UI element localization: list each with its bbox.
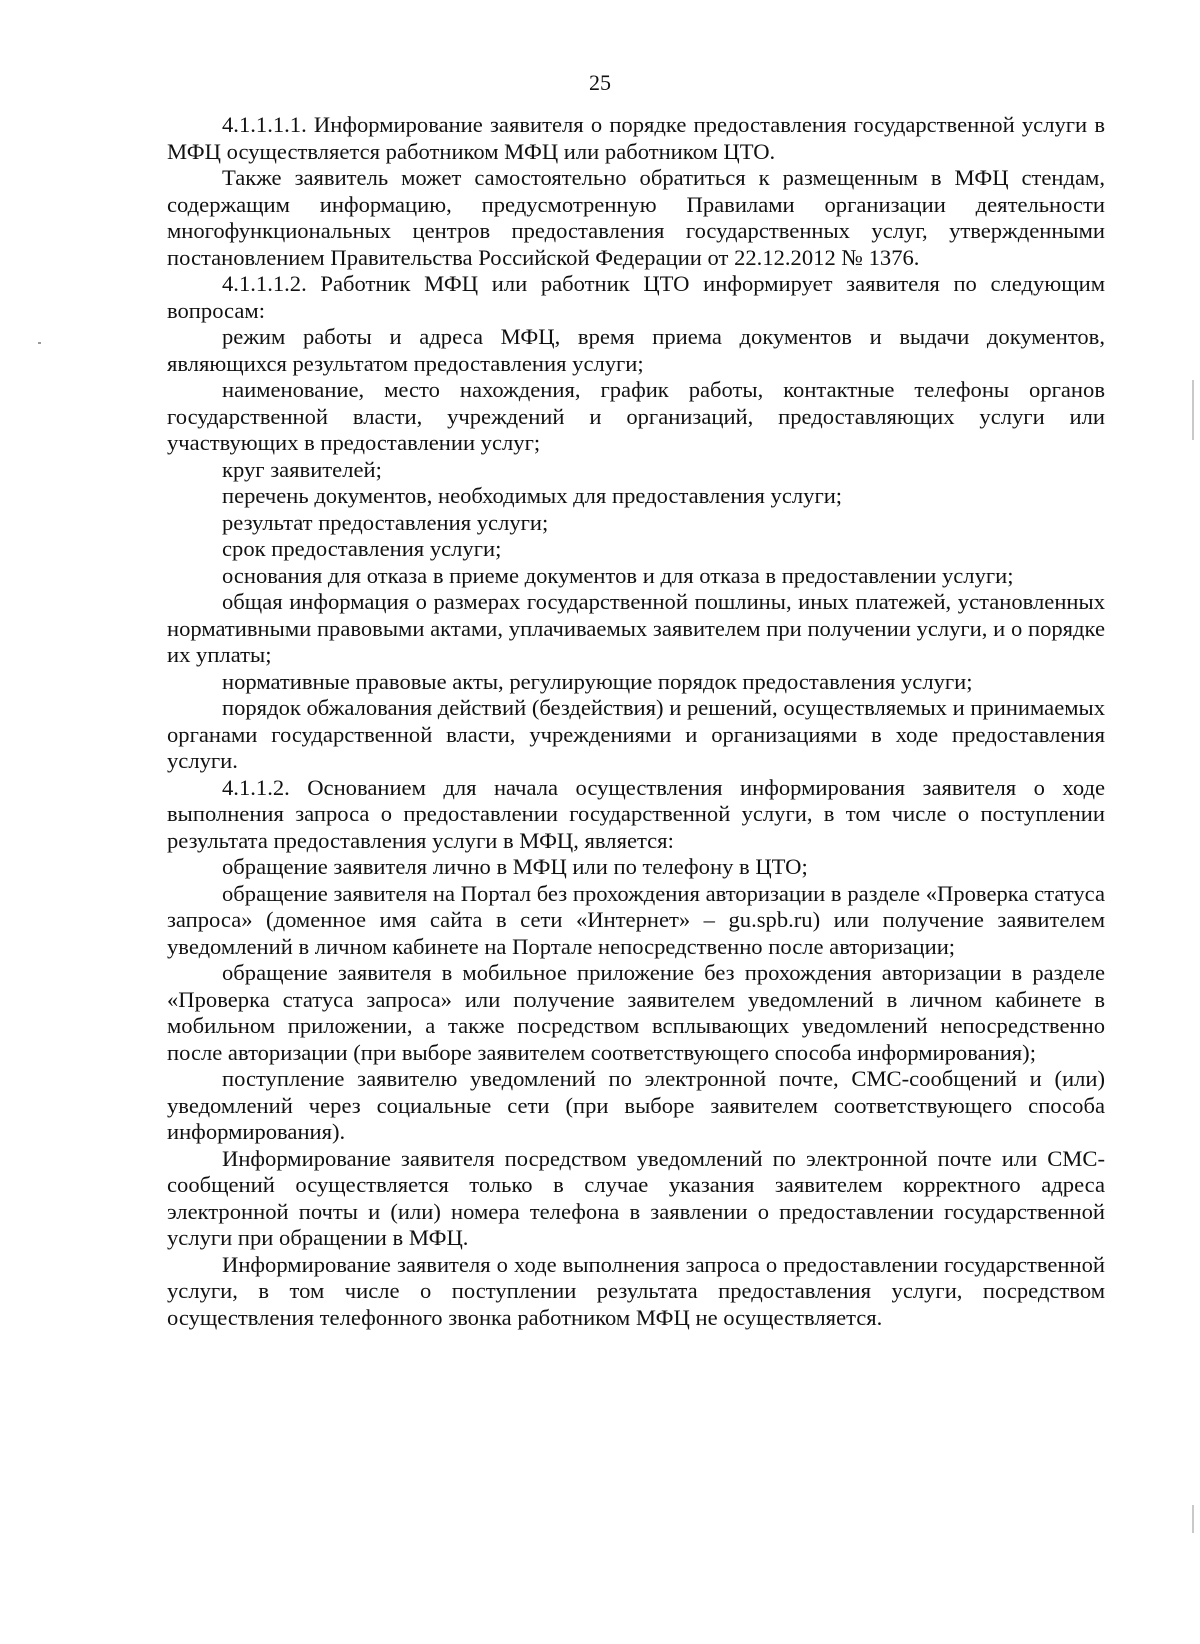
list-item: основания для отказа в приеме документов и для отказа в предоставлении услуги; xyxy=(222,562,1014,588)
list-item: срок предоставления услуги; xyxy=(222,536,502,561)
list-item: перечень документов, необходимых для предоставления услуги; xyxy=(222,483,843,508)
paragraph: Информирование заявителя посредством уведомлений по электронной почте или СМС-сообщений осуществляется только в случае указания заявителем корректного адреса электронной почты и (или) номера телефона в заявлении о предоставлении государственной услуги при обращении в МФЦ. xyxy=(167,1145,1105,1250)
list-item: обращение заявителя лично в МФЦ или по телефону в ЦТО; xyxy=(222,854,808,879)
list-item: общая информация о размерах государственной пошлины, иных платежей, установленных нормативными правовыми актами, уплачиваемых заявителем при получении услуги, и о порядке их уплаты; xyxy=(167,589,1105,667)
list-item: результат предоставления услуги; xyxy=(222,509,549,535)
paragraph: 4.1.1.1.1. Информирование заявителя о порядке предоставления государственной услуги в МФЦ осуществляется работником МФЦ или работником ЦТО. xyxy=(167,112,1105,164)
list-item: наименование, место нахождения, график работы, контактные телефоны органов государственной власти, учреждений и организаций, предоставляющих услуги или участвующих в предоставлении услуг; xyxy=(167,377,1105,455)
list-item: нормативные правовые акты, регулирующие порядок предоставления услуги; xyxy=(222,668,973,694)
paragraph: 4.1.1.1.2. Работник МФЦ или работник ЦТО информирует заявителя по следующим вопросам: xyxy=(167,271,1105,323)
list-item: обращение заявителя на Портал без прохождения авторизации в разделе «Проверка статуса запроса» (доменное имя сайта в сети «Интернет» – gu.spb.ru) или получение заявителем уведомлений в личном кабинете на Портале непосредственно после авторизации; xyxy=(167,880,1105,959)
paragraph: Информирование заявителя о ходе выполнения запроса о предоставлении государственной услуги, в том числе о поступлении результата предоставления услуги, посредством осуществления телефонного звонка работником МФЦ не осуществляется. xyxy=(167,1251,1105,1330)
list-item: режим работы и адреса МФЦ, время приема документов и выдачи документов, являющихся результатом предоставления услуги; xyxy=(167,324,1105,376)
paragraph: Также заявитель может самостоятельно обратиться к размещенным в МФЦ стендам, содержащим информацию, предусмотренную Правилами организации деятельности многофункциональных центров предоставления государственных услуг, утвержденными постановлением Правительства Российской Федерации от 22.12.2012 № 1376. xyxy=(167,165,1105,270)
paragraph: 4.1.1.2. Основанием для начала осуществления информирования заявителя о ходе выполнения запроса о предоставлении государственной услуги, в том числе о поступлении результата предоставления услуги в МФЦ, является: xyxy=(167,774,1105,853)
list-item: круг заявителей; xyxy=(222,456,382,482)
scan-edge-mark xyxy=(1192,380,1194,440)
scan-edge-mark xyxy=(1192,1505,1194,1533)
list-item: порядок обжалования действий (бездействия) и решений, осуществляемых и принимаемых органами государственной власти, учреждениями и организациями в ходе предоставления услуги. xyxy=(167,695,1105,773)
list-item: обращение заявителя в мобильное приложение без прохождения авторизации в разделе «Проверка статуса запроса» или получение заявителем уведомлений в личном кабинете в мобильном приложении, а также посредством всплывающих уведомлений непосредственно после авторизации (при выборе заявителем соответствующего способа информирования); xyxy=(167,960,1105,1065)
page-number: 25 xyxy=(589,70,611,95)
document-body xyxy=(167,112,1105,1331)
list-item: поступление заявителю уведомлений по электронной почте, СМС-сообщений и (или) уведомлений через социальные сети (при выборе заявителем соответствующего способа информирования). xyxy=(167,1066,1105,1144)
scan-speck xyxy=(38,342,41,344)
